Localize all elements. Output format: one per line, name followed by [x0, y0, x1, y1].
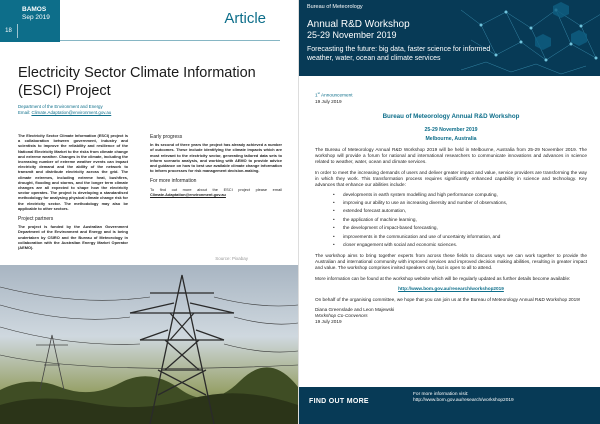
- issue-date: Sep 2019: [22, 14, 50, 21]
- list-item: • improvements in the communication and use of uncertainty information, and: [343, 234, 587, 240]
- list-item: • closer engagement with social and economic sciences.: [343, 242, 587, 248]
- advances-paragraph: In order to meet the increasing demands of users and deliver greater impact and value, service providers are transforming the way in which they work. This transformation process requires significantly enhanced capability in science and technology. Key advances that enhance our abilities include:: [315, 169, 587, 187]
- banner-tagline: Forecasting the future: big data, faster science for informed weather, water, ocean and climate services: [307, 46, 491, 62]
- intro-paragraph: The Electricity Sector Climate Information (ESCI) project is a collaboration between government, industry and scientists to improve the reliability and resilience of the National Electricity Market to the risks from climate change and extreme weather. Changes in the climate, including the increasing number of extreme weather events can impact electricity demand and the ability of the network to transmit and distribute electricity across the grid. The climate extremes, including extreme heat, bushfires, drought, flooding and storms, and the longer term climate changes are all expected to shape how the electricity sector operates. The project is developing a standardised methodology for analysing physical climate change risk for the electricity sector. The methodology may also be applicable to other sectors.: [18, 133, 128, 211]
- intro-paragraph: The Bureau of Meteorology Annual R&D Workshop 2019 will be held in Melbourne, Australia from 25-29 November 2019. The workshop will provide a forum for national and international researchers to communicate innovations and advances in science related to weather, water, ocean and climate services.: [315, 146, 587, 164]
- event-dates: 25-29 November 2019: [424, 126, 478, 133]
- list-item: • improving our ability to use an increasing diversity and number of observations,: [343, 200, 587, 206]
- footer-info-link[interactable]: http://www.bom.gov.au/research/workshop2019: [413, 398, 514, 404]
- announcement-number: 1: [315, 92, 318, 98]
- section-title: Article: [224, 10, 266, 27]
- progress-heading: Early progress: [150, 134, 183, 140]
- header-divider: [18, 40, 280, 41]
- signature-date: 19 July 2019: [315, 318, 342, 324]
- transmission-tower-illustration: [0, 265, 298, 424]
- article-column-1: [18, 133, 128, 250]
- partners-heading: Project partners: [18, 216, 54, 223]
- photo-credit: Source: Pixabay: [215, 256, 248, 261]
- announcement-suffix: st: [317, 91, 320, 95]
- closing-paragraph: On behalf of the organising committee, we hope that you can join us at the Bureau of Meteorology Annual R&D Workshop 2019!: [315, 296, 581, 302]
- email-link[interactable]: Climate.Adaptation@environment.gov.au: [31, 110, 112, 115]
- department: Department of the Environment and Energy: [18, 104, 103, 109]
- article-title: Electricity Sector Climate Information (ESCI) Project: [18, 65, 256, 99]
- announcement-date: 19 July 2019: [315, 98, 342, 104]
- publication-badge: [0, 0, 60, 42]
- banner-title: Annual R&D Workshop: [307, 19, 410, 30]
- more-info-text: To find out more about the ESCI project please email: [150, 186, 282, 192]
- workshop-banner: [299, 0, 600, 76]
- network-pattern-graphic: [461, 0, 600, 76]
- partners-paragraph: The project is funded by the Australian Government Department of the Environment and Energy and is being undertaken by CSIRO and the Bureau of Meteorology in collaboration with the Australian Energy Market Operator (AEMO).: [18, 224, 128, 251]
- aims-paragraph: The workshop aims to bring together experts from across these fields to discuss ways we can work together to provide the Australian and international community with improved services and improved decision making abilities, resulting in greater impact and value. The workshop comprises invited speakers only, but is open to all to attend.: [315, 252, 587, 270]
- list-item: • extended forecast automation,: [343, 208, 587, 214]
- publication-name: BAMOS: [22, 6, 47, 13]
- event-location: Melbourne, Australia: [425, 135, 477, 142]
- contact-line: [18, 110, 111, 116]
- find-out-more-button[interactable]: FIND OUT MORE: [309, 398, 369, 405]
- event-title: Bureau of Meteorology Annual R&D Workshop: [382, 112, 520, 120]
- more-info-heading: For more information: [150, 178, 197, 185]
- left-page: [0, 0, 298, 424]
- more-info-paragraph: More information can be found at the workshop website which will be regularly updated as further details become available:: [315, 275, 571, 281]
- announcement-label: [315, 90, 587, 99]
- page-number: 18: [0, 24, 18, 38]
- power-lines-photo: [0, 265, 298, 424]
- right-page: [298, 0, 600, 424]
- footer-bar: [299, 387, 600, 424]
- banner-org-name: Bureau of Meteorology: [307, 4, 363, 10]
- list-item: • the development of impact-based forecasting,: [343, 225, 587, 231]
- left-header: [0, 0, 298, 42]
- announcement-text: Announcement: [321, 92, 353, 98]
- article-column-2: [150, 133, 282, 197]
- more-info-paragraph: [150, 187, 282, 197]
- more-info-email-link[interactable]: Climate.Adaptation@environment.gov.au: [150, 191, 226, 197]
- advances-list: [343, 192, 587, 248]
- footer-info: [413, 392, 514, 404]
- email-label: Email:: [18, 110, 31, 115]
- list-item: • developments in earth system modelling and high performance computing,: [343, 192, 587, 198]
- workshop-website-link[interactable]: http://www.bom.gov.au/research/workshop2019: [398, 285, 504, 291]
- footer-info-label: For more information visit:: [413, 392, 469, 397]
- signatories: Diana Greenslade and Leon Majewski: [315, 306, 395, 312]
- progress-paragraph: In its second of three years the project has already achieved a number of outcomes. These include identifying the climate impacts which are most relevant to the electricity sector, generating tailored data sets to inform scenario analysis, and working with AEMO to provide advice and guidance on how to best use available climate change information to inform processes for risk management decision-making.: [150, 142, 282, 174]
- publication-info: [22, 6, 50, 22]
- announcement-body: [315, 90, 587, 325]
- list-item: • the application of machine learning,: [343, 217, 587, 223]
- signatory-role: Workshop Co-Convenors: [315, 312, 368, 318]
- author-affiliation: [18, 104, 111, 116]
- banner-dates: 25-29 November 2019: [307, 30, 397, 40]
